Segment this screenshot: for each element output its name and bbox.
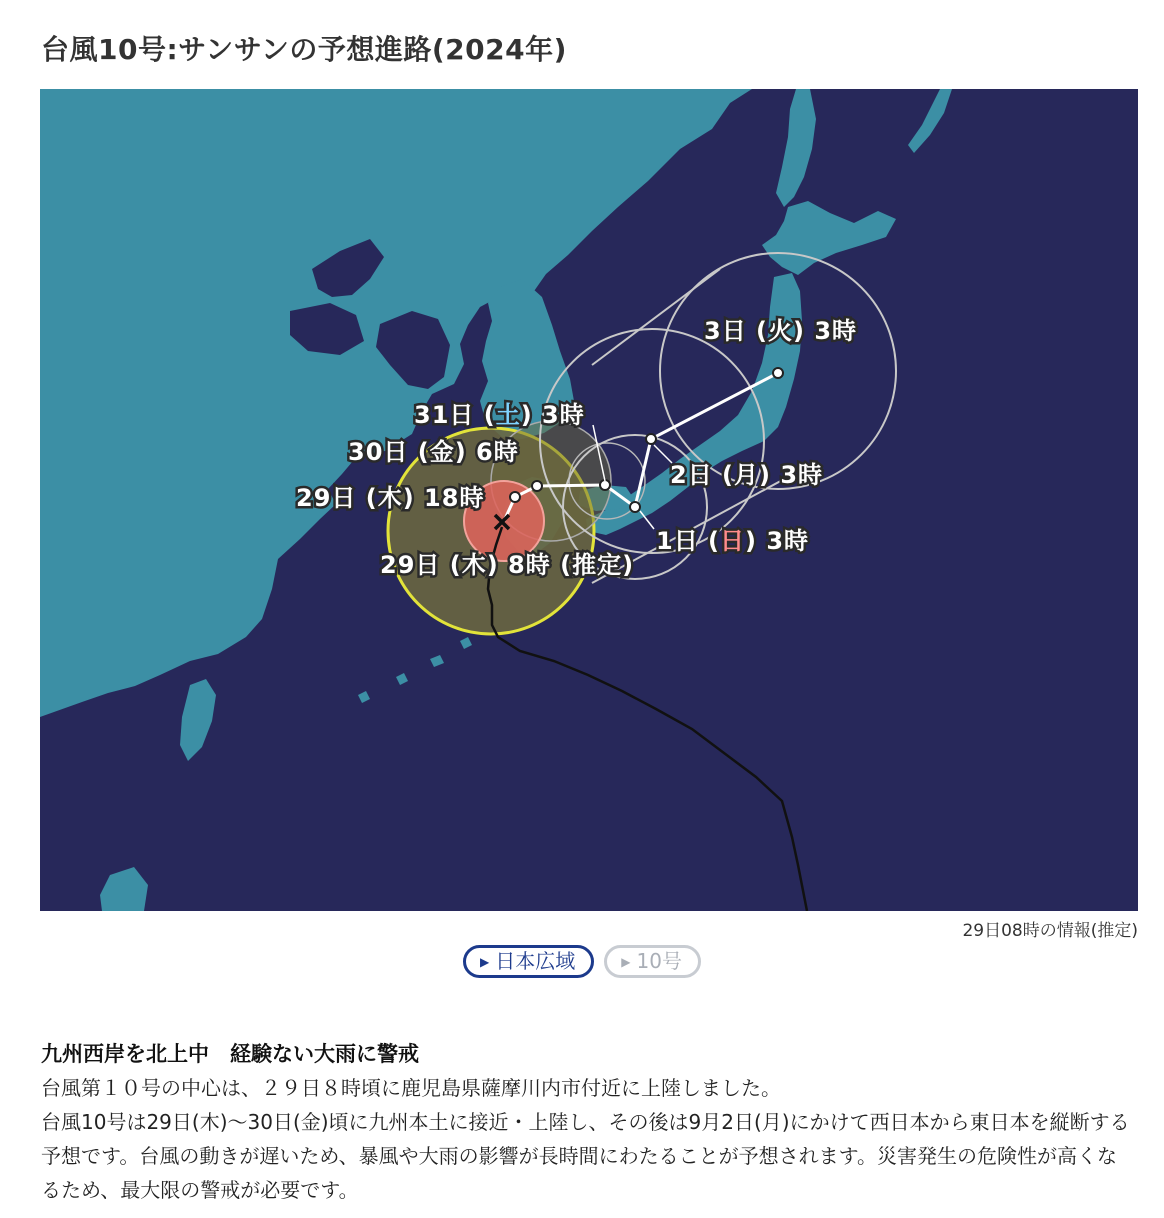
typhoon-10-button[interactable]: ▶ 10号 (604, 945, 701, 978)
article-paragraph: 台風10号は29日(木)～30日(金)頃に九州本土に接近・上陸し、その後は9月2日(月)にかけて西日本から東日本を縦断する予想です。台風の動きが遅いため、暴風や大雨の影響が長時間にわたることが予想されます。災害発生の危険性が高くなるため、最大限の警戒が必要です。 (41, 1110, 1130, 1202)
label-29-thu-8h-estimated: 29日 (木) 8時 (推定) (380, 551, 635, 579)
article-body (41, 1071, 1136, 1207)
play-arrow-icon: ▶ (621, 955, 631, 969)
article-paragraph: 台風第１０号の中心は、２９日８時頃に鹿児島県薩摩川内市付近に上陸しました。 (41, 1076, 781, 1100)
label-31-sat-3h: 31日 (土) 3時 (414, 401, 585, 429)
japan-wide-button[interactable]: ▶ 日本広域 (463, 945, 594, 978)
article-headline: 九州西岸を北上中 経験ない大雨に警戒 (41, 1042, 419, 1066)
track-point-31-3 (600, 480, 610, 490)
label-3-tue-3h: 3日 (火) 3時 (704, 317, 858, 345)
track-point-2-3 (646, 434, 656, 444)
page-title: 台風10号:サンサンの予想進路(2024年) (41, 33, 567, 66)
track-point-3-3 (773, 368, 783, 378)
track-point-1-3 (630, 502, 640, 512)
play-arrow-icon: ▶ (480, 955, 490, 969)
track-point-30-6 (532, 481, 542, 491)
label-2-mon-3h: 2日 (月) 3時 (670, 461, 824, 489)
label-30-fri-6h: 30日 (金) 6時 (348, 438, 519, 466)
typhoon-track-map (40, 89, 1138, 911)
info-timestamp: 29日08時の情報(推定) (962, 921, 1138, 941)
track-point-29-18 (510, 492, 520, 502)
label-1-sun-3h: 1日 (日) 3時 (656, 527, 810, 555)
label-29-thu-18h: 29日 (木) 18時 (296, 484, 485, 512)
map-switch-buttons (0, 945, 1164, 978)
